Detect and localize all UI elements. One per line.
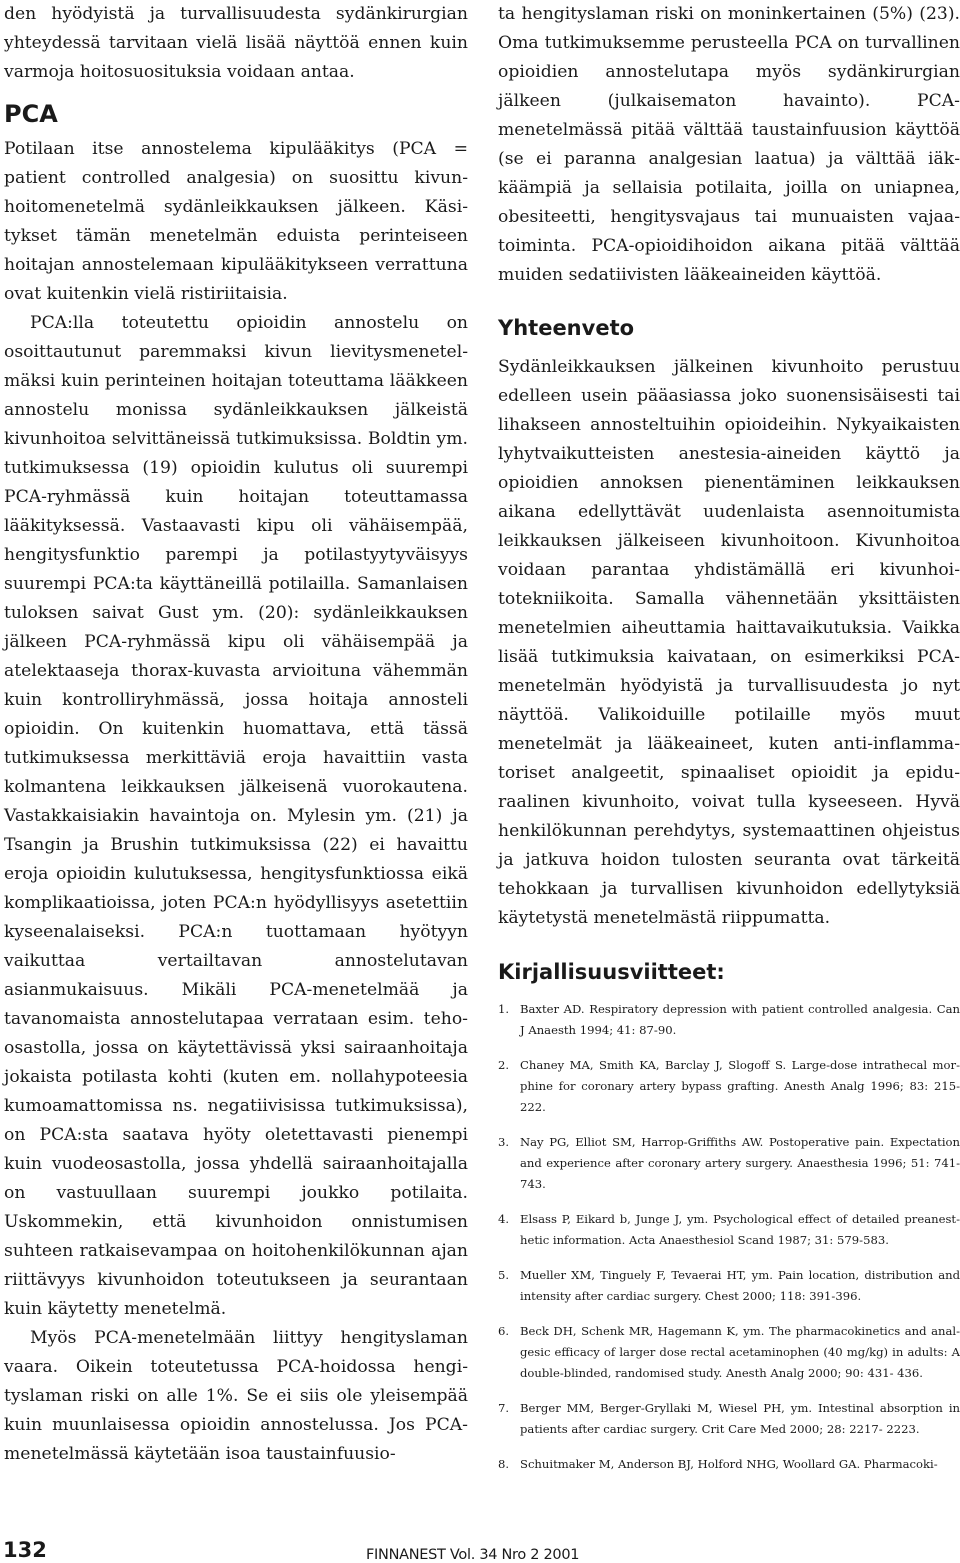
- intro-paragraph: den hyödyistä ja turvallisuudesta sydänkirurgian yhteydessä tarvitaan vielä lisää näyttöä ennen kuin varmoja hoitosuosituksia voidaan antaa.: [4, 4, 468, 82]
- journal-footer: FINNANEST Vol. 34 Nro 2 2001: [366, 1547, 580, 1563]
- reference-text: Baxter AD. Respiratory depression with patient controlled analgesia. Can J Anaesth 1994; 41: 87-90.: [520, 1002, 960, 1037]
- reference-text: Nay PG, Elliot SM, Harrop-Griffiths AW. Postoperative pain. Expectation and experience after coronary artery surgery. Anaesthesia 1996; 51: 741-743.: [520, 1135, 960, 1191]
- page-number: 132: [3, 1538, 47, 1562]
- pca-paragraph-3: Myös PCA-menetelmään liittyy hengityslaman vaara. Oikein toteutetussa PCA-hoidossa hengityslaman riski on alle 1%. Se ei siis ole yleisempää kuin muunlaisessa opioidin annostelussa. Jos PCA-menetelmässä käytetään isoa taustainfuusio-: [4, 1328, 468, 1464]
- reference-text: Mueller XM, Tinguely F, Tevaerai HT, ym. Pain location, distribution and intensity after cardiac surgery. Chest 2000; 118: 391-396.: [520, 1268, 960, 1303]
- reference-number: 3.: [498, 1135, 510, 1149]
- pca-paragraph-1: Potilaan itse annostelema kipulääkitys (PCA = patient controlled analgesia) on suosittu kivunhoitomenetelmä sydänleikkauksen jälkeen. Käsitykset tämän menetelmän eduista perinteiseen hoitajan annostelemaan kipulääkitykseen verrattuna ovat kuitenkin vielä ristiriitaisia.: [4, 139, 468, 304]
- reference-list: [498, 999, 960, 1475]
- section-heading-references: Kirjallisuusviitteet:: [498, 960, 725, 984]
- continuation-paragraph: ta hengityslaman riski on moninkertainen (5%) (23). Oma tutkimuksemme perusteella PCA on turvallinen opioidien annostelutapa myös sydänkirurgian jälkeen (julkaisematon havainto). PCA-menetelmässä pitää välttää taustainfuusion käyttöä (se ei paranna analgesian laatua) ja välttää iäkkäämpiä ja sellaisia potilaita, joilla on uniapnea, obesiteetti, hengitysvajaus tai munuaisten vajaatoiminta. PCA-opioidihoidon aikana pitää välttää muiden sedatiivisten lääkeaineiden käyttöä.: [498, 4, 960, 285]
- reference-text: Beck DH, Schenk MR, Hagemann K, ym. The pharmacokinetics and analgesic efficacy of larger dose rectal acetaminophen (40 mg/kg) in adults: A double-blinded, randomised study. Anesth Analg 2000; 90: 431- 436.: [520, 1324, 960, 1380]
- reference-number: 4.: [498, 1212, 510, 1226]
- reference-item: [498, 999, 960, 1041]
- left-column: [4, 0, 468, 1469]
- reference-item: [498, 1454, 960, 1475]
- summary-paragraph: Sydänleikkauksen jälkeinen kivunhoito perustuu edelleen usein pääasiassa joko suonensisäisesti tai lihakseen annosteltuihin opioideihin. Nykyaikaisten lyhytvaikutteisten anestesia-aineiden käyttö ja opioidien annoksen pienentäminen leikkauksen aikana edellyttävät uudenlaista asennoitumista leikkauksen jälkeiseen kivunhoitoon. Kivunhoitoa voidaan parantaa yhdistämällä eri kivunhoitotekniikoita. Samalla vähennetään yksittäisten menetelmien aiheuttamia haittavaikutuksia. Vaikka lisää tutkimuksia kaivataan, on esimerkiksi PCA-menetelmän hyödyistä ja turvallisuudesta jo nyt näyttöä. Valikoiduille potilaille myös muut menetelmät ja lääkeaineet, kuten anti-inflammatoriset analgeetit, spinaaliset opioidit ja epiduraalinen kivunhoito, voivat tulla kyseeseen. Hyvä henkilökunnan perehdytys, systemaattinen ohjeistus ja jatkuva hoidon tulosten seuranta ovat tärkeitä tehokkaan ja turvallisen kivunhoidon edellytyksiä käytetystä menetelmästä riippumatta.: [498, 357, 960, 928]
- reference-item: [498, 1321, 960, 1384]
- reference-number: 2.: [498, 1058, 510, 1072]
- reference-text: Schuitmaker M, Anderson BJ, Holford NHG, Woollard GA. Pharmacoki-: [520, 1457, 938, 1471]
- section-heading-pca: PCA: [4, 100, 58, 128]
- reference-item: [498, 1055, 960, 1118]
- reference-number: 8.: [498, 1457, 510, 1471]
- section-heading-summary: Yhteenveto: [498, 316, 635, 340]
- reference-text: Elsass P, Eikard b, Junge J, ym. Psychological effect of detailed preanesthetic information. Acta Anaesthesiol Scand 1987; 31: 579-583.: [520, 1212, 960, 1247]
- reference-number: 7.: [498, 1401, 510, 1415]
- pca-paragraph-2: PCA:lla toteutettu opioidin annostelu on osoittautunut paremmaksi kivun lievitysmenetelmäksi kuin perinteinen hoitajan toteuttama lääkkeen annostelu monissa sydänleikkauksen jälkeistä kivunhoitoa selvittäneissä tutkimuksissa. Boldtin ym. tutkimuksessa (19) opioidin kulutus oli suurempi PCA-ryhmässä kuin hoitajan toteuttamassa lääkityksessä. Vastaavasti kipu oli vähäisempää, hengitysfunktio parempi ja potilastyytyväisyys suurempi PCA:ta käyttäneillä potilailla. Samanlaisen tuloksen saivat Gust ym. (20): sydänleikkauksen jälkeen PCA-ryhmässä kipu oli vähäisempää ja atelektaaseja thorax-kuvasta arvioituna vähemmän kuin kontrolliryhmässä, jossa hoitaja annosteli opioidin. On kuitenkin huomattava, että tässä tutkimuksessa merkittäviä eroja havaittiin vasta kolmantena leikkauksen jälkeisenä vuorokautena. Vastakkaisiakin havaintoja on. Mylesin ym. (21) ja Tsangin ja Brushin tutkimuksissa (22) ei havaittu eroja opioidin kulutuksessa, hengitysfunktiossa eikä komplikaatioissa, joten PCA:n hyödyllisyys asetettiin kyseenalaiseksi. PCA:n tuottamaan hyötyyn vaikuttaa vertailtavan annostelutavan asianmukaisuus. Mikäli PCA-menetelmää ja tavanomaista annostelutapaa verrataan esim. teho-osastolla, jossa on käytettävissä yksi sairaanhoitaja jokaista potilasta kohti (kuten em. nollahypoteesia kumoamattomissa ns. negatiivisissa tutkimuksissa), on PCA:sta saatava hyöty oletettavasti pienempi kuin vuodeosastolla, jossa yhdellä sairaanhoitajalla on vastuullaan suurempi joukko potilaita. Uskommekin, että kivunhoidon onnistumisen suhteen ratkaisevampaa on hoitohenkilökunnan ajan riittävyys kivunhoidon toteutukseen ja seurantaan kuin käytetty menetelmä.: [4, 313, 468, 1319]
- reference-text: Chaney MA, Smith KA, Barclay J, Slogoff S. Large-dose intrathecal morphine for coronary artery bypass grafting. Anesth Analg 1996; 83: 215-222.: [520, 1058, 960, 1114]
- reference-item: [498, 1209, 960, 1251]
- reference-number: 1.: [498, 1002, 510, 1016]
- reference-number: 5.: [498, 1268, 510, 1282]
- reference-item: [498, 1398, 960, 1440]
- reference-item: [498, 1265, 960, 1307]
- right-column: [498, 0, 960, 1489]
- reference-number: 6.: [498, 1324, 510, 1338]
- reference-text: Berger MM, Berger-Gryllaki M, Wiesel PH, ym. Intestinal absorption in patients after cardiac surgery. Crit Care Med 2000; 28: 2217- 2223.: [520, 1401, 960, 1436]
- reference-item: [498, 1132, 960, 1195]
